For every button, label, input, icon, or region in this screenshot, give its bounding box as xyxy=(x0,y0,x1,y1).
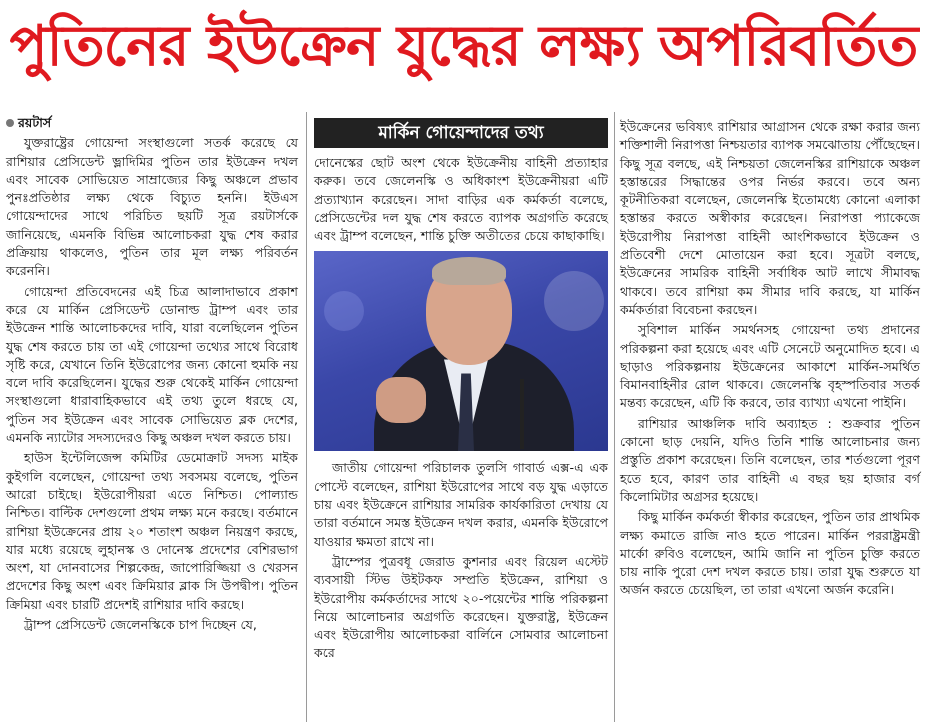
paragraph: ট্রাম্প প্রেসিডেন্ট জেলেনস্কিকে চাপ দিচ্ছেন যে, xyxy=(24,617,257,633)
paragraph: ইউক্রেনের ভবিষ্যৎ রাশিয়ার আগ্রাসন থেকে রক্ষা করার জন্য শক্তিশালী নিরাপত্তা নিশ্চয়তার ব্যাপক সমঝোতায় পৌঁছেছেন। কিছু সূত্র বলছে, এই নিশ্চয়তা জেলেনস্কির রাশিয়াকে অঞ্চল হস্তান্তরের সিদ্ধান্তের ওপর নির্ভর করবে। তবে অন্য কূটনীতিকরা বলেছেন, জেলেনস্কি ইতোমধ্যে কোনো এলাকা হস্তান্তর করতে অস্বীকার করেছেন। নিরাপত্তা প্যাকেজে ইউরোপীয় নিরাপত্তা বাহিনী আংশিকভাবে ইউক্রেন ও প্রতিবেশী দেশে মোতায়েন করা হবে। সূত্রটা বলছে, ইউক্রেনের সামরিক বাহিনী সর্বাধিক আট লাখে সীমাবদ্ধ থাকবে। তবে রাশিয়া কম সীমার দাবি করছে, যা মার্কিন কর্মকর্তারা বিবেচনা করছেন। xyxy=(620,119,920,317)
column-1 xyxy=(6,114,298,636)
paragraph: যুক্তরাষ্ট্রের গোয়েন্দা সংস্থাগুলো সতর্ক করেছে যে রাশিয়ার প্রেসিডেন্ট ভ্লাদিমির পুতিন তার ইউক্রেন দখল এবং সাবেক সোভিয়েত সাম্রাজ্যের কিছু অঞ্চলে প্রভাব পুনঃপ্রতিষ্ঠার লক্ষ্য থেকে বিচ্যুত হননি। ইউএস গোয়েন্দাদের সাথে পরিচিত ছয়টি সূত্র রয়টার্সকে জানিয়েছে, এমনকি বিভিন্ন আলোচকরা যুদ্ধ শেষ করার প্রক্রিয়ায় থাকলেও, পুতিন তার মূল লক্ষ্য পরিবর্তন করেননি। xyxy=(6,135,298,279)
paragraph: কিছু মার্কিন কর্মকর্তা স্বীকার করেছেন, পুতিন তার প্রাথমিক লক্ষ্য কমাতে রাজি নাও হতে পারেন। মার্কিন পররাষ্ট্রমন্ত্রী মার্কো রুবিও বলেছেন, আমি জানি না পুতিন চুক্তি করতে চায় নাকি পুরো দেশ দখল করতে চায়। তারা যুদ্ধ শুরুতে যা অর্জন করতে চেয়েছিল, তা তারা এখনো অর্জন করেনি। xyxy=(620,509,920,598)
portrait-photo xyxy=(314,251,608,451)
paragraph: গোয়েন্দা প্রতিবেদনের এই চিত্র আলাদাভাবে প্রকাশ করে যে মার্কিন প্রেসিডেন্ট ডোনাল্ড ট্রাম্প এবং তার ইউক্রেন শান্তি আলোচকদের দাবি, যারা বলেছিলেন পুতিন যুদ্ধ শেষ করতে চায় তা এই গোয়েন্দা তথ্যের সাথে বিরোধ সৃষ্টি করে, যেখানে তিনি ইউরোপের জন্য কোনো হুমকি নয় বলে দাবি করেছিলেন। যুদ্ধের শুরু থেকেই মার্কিন গোয়েন্দা সংস্থাগুলো ধারাবাহিকভাবে এই তথ্য তুলে ধরছে যে, পুতিন সব ইউক্রেন এবং সাবেক সোভিয়েত ব্লক দেশের, এমনকি ন্যাটোর সদস্যদেরও কিছু অঞ্চল দখল করতে চায়। xyxy=(6,283,298,446)
bullet-icon xyxy=(6,119,14,127)
paragraph: সুবিশাল মার্কিন সমর্থনসহ গোয়েন্দা তথ্য প্রদানের পরিকল্পনা করা হয়েছে এবং এটি সেনেটে অনুমোদিত হবে। এ ছাড়াও পরিকল্পনায় ইউক্রেনের আকাশে মার্কিন-সমর্থিত বিমানবাহিনীর রোল থাকবে। জেলেনস্কি বৃহস্পতিবার সতর্ক মন্তব্য করেছেন, এটি কি করবে, তার ব্যাখ্যা এখনো পাইনি। xyxy=(620,322,920,411)
byline xyxy=(6,114,298,132)
paragraph: হাউস ইন্টেলিজেন্স কমিটির ডেমোক্রাট সদস্য মাইক কুইগলি বলেছেন, গোয়েন্দা তথ্য সবসময় বলেছে, পুতিন আরো চাইছে। ইউরোপীয়রা এতে নিশ্চিত। পোল্যান্ড নিশ্চিত। বাল্টিক দেশগুলো প্রথম লক্ষ্য মনে করছে। বর্তমানে রাশিয়া ইউক্রেনের প্রায় ২০ শতাংশ অঞ্চল নিয়ন্ত্রণ করছে, যার মধ্যে রয়েছে লুহানস্ক ও দোনেস্ক প্রদেশের বেশিরভাগ অংশ, যা দোনবাসের শিল্পকেন্দ্র, জাপোরিজ্জিয়া ও খেরসন প্রদেশের কিছু অংশ এবং ক্রিমিয়ার ব্লাক সি উপদ্বীপ। পুতিন ক্রিমিয়া এবং চারটি প্রদেশই রাশিয়ার দাবি করছে। xyxy=(6,450,298,612)
column-divider xyxy=(614,112,615,722)
paragraph: দোনেস্কের ছোট অংশ থেকে ইউক্রেনীয় বাহিনী প্রত্যাহার করুক। তবে জেলেনস্কি ও অধিকাংশ ইউক্রেনীয়রা এটি প্রত্যাখ্যান করেছেন। সাদা বাড়ির এক কর্মকর্তা বলেছে, প্রেসিডেন্টের দল যুদ্ধ শেষ করতে ব্যাপক অগ্রগতি করেছে এবং ট্রাম্প বলেছেন, শান্তি চুক্তি অতীতের চেয়ে কাছাকাছি। xyxy=(314,155,608,244)
column-divider xyxy=(306,112,307,722)
headline-banner xyxy=(0,0,927,100)
byline-text: রয়টার্স xyxy=(18,115,52,130)
paragraph: জাতীয় গোয়েন্দা পরিচালক তুলসি গাবার্ড এক্স-এ এক পোস্টে বলেছেন, রাশিয়া ইউরোপের সাথে বড় যুদ্ধ এড়াতে চায় এবং ইউক্রেনে রাশিয়ার সামরিক কার্যকারিতা দেখায় যে তারা বর্তমানে সমস্ত ইউক্রেন দখল করার, এমনকি ইউরোপে যাওয়ার ক্ষমতা রাখে না। xyxy=(314,460,608,549)
subheadline: মার্কিন গোয়েন্দাদের তথ্য xyxy=(314,118,608,148)
column-2 xyxy=(314,114,608,665)
column-3 xyxy=(620,118,920,602)
paragraph: ট্রাম্পের পুত্রবধূ জেরাড কুশনার এবং রিয়েল এস্টেট ব্যবসায়ী স্টিভ উইটকফ সম্প্রতি ইউক্রেন, রাশিয়া ও ইউরোপীয় কর্মকর্তাদের সাথে ২০-পয়েন্টের শান্তি পরিকল্পনা নিয়ে আলোচনার অগ্রগতি করেছেন। যুক্তরাষ্ট্র, ইউক্রেন এবং ইউরোপীয় আলোচকরা বার্লিনে সোমবার আলোচনা করে xyxy=(314,553,608,661)
paragraph: রাশিয়ার আঞ্চলিক দাবি অব্যাহত : শুক্রবার পুতিন কোনো ছাড় দেয়নি, যদিও তিনি শান্তি আলোচনার জন্য প্রস্তুতি প্রকাশ করেছেন। তিনি বলেছেন, তার শর্তগুলো পূরণ হতে হবে, কারণ তার বাহিনী এ বছর ছয় হাজার বর্গ কিলোমিটার অগ্রসর হয়েছে। xyxy=(620,415,920,504)
headline: পুতিনের ইউক্রেন যুদ্ধের লক্ষ্য অপরিবর্তিত xyxy=(9,14,918,79)
